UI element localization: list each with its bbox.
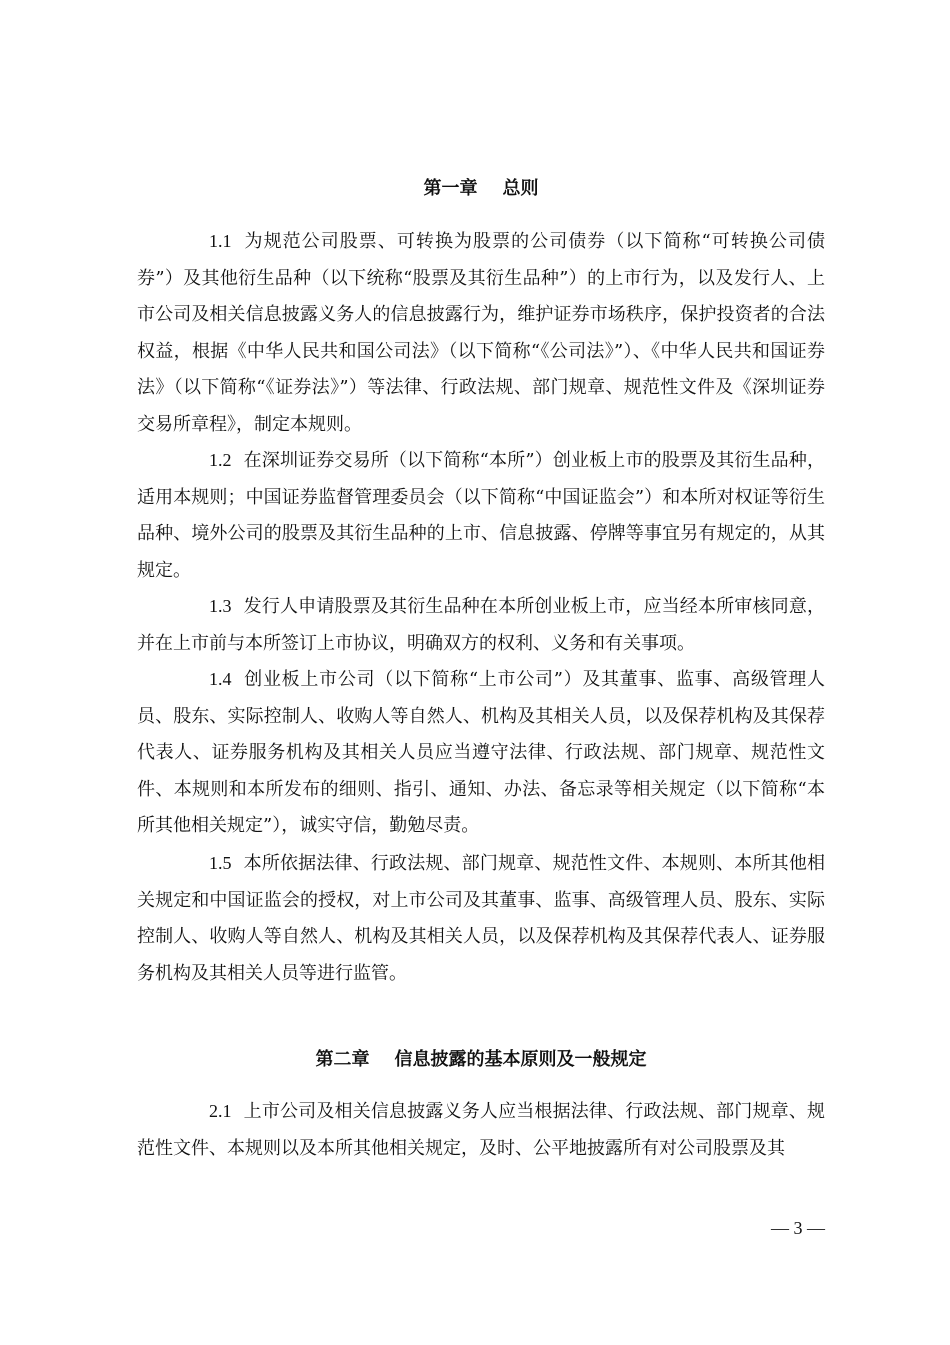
clause-text: 在深圳证券交易所（以下简称“本所”）创业板上市的股票及其衍生品种，适用本规则；中国证券监督管理委员会（以下简称“中国证监会”）和本所对权证等衍生品种、境外公司的股票及其衍生品种的上市、信息披露、停牌等事宜另有规定的，从其规定。 xyxy=(137,450,825,581)
clause-text: 为规范公司股票、可转换为股票的公司债券（以下简称“可转换公司债券”）及其他衍生品种（以下统称“股票及其衍生品种”）的上市行为，以及发行人、上市公司及相关信息披露义务人的信息披露行为，维护证券市场秩序，保护投资者的合法权益，根据《中华人民共和国公司法》（以下简称“《公司法》”）、《中华人民共和国证券法》（以下简称“《证券法》”）等法律、行政法规、部门规章、规范性文件及《深圳证券交易所章程》，制定本规则。 xyxy=(137,231,825,435)
clause-1-3 xyxy=(137,588,825,662)
clause-text: 本所依据法律、行政法规、部门规章、规范性文件、本规则、本所其他相关规定和中国证监会的授权，对上市公司及其董事、监事、高级管理人员、股东、实际控制人、收购人等自然人、机构及其相关人员，以及保荐机构及其保荐代表人、证券服务机构及其相关人员等进行监管。 xyxy=(137,853,825,984)
clause-number: 1.1 xyxy=(209,231,232,251)
clause-text: 上市公司及相关信息披露义务人应当根据法律、行政法规、部门规章、规范性文件、本规则以及本所其他相关规定，及时、公平地披露所有对公司股票及其 xyxy=(137,1101,825,1159)
clause-text: 发行人申请股票及其衍生品种在本所创业板上市，应当经本所审核同意，并在上市前与本所签订上市协议，明确双方的权利、义务和有关事项。 xyxy=(137,596,825,654)
clause-number: 1.4 xyxy=(209,669,232,689)
clause-number: 1.3 xyxy=(209,596,232,616)
clause-1-2 xyxy=(137,442,825,589)
clause-number: 1.5 xyxy=(209,853,232,873)
chapter-2-title: 第二章 信息披露的基本原则及一般规定 xyxy=(315,1049,647,1070)
clause-number: 1.2 xyxy=(209,450,232,470)
clause-1-4 xyxy=(137,661,825,845)
clause-text: 创业板上市公司（以下简称“上市公司”）及其董事、监事、高级管理人员、股东、实际控制人、收购人等自然人、机构及其相关人员，以及保荐机构及其保荐代表人、证券服务机构及其相关人员应当遵守法律、行政法规、部门规章、规范性文件、本规则和本所发布的细则、指引、通知、办法、备忘录等相关规定（以下简称“本所其他相关规定”），诚实守信，勤勉尽责。 xyxy=(137,669,825,837)
clause-number: 2.1 xyxy=(209,1101,232,1121)
page-number: — 3 — xyxy=(771,1218,825,1238)
chapter-1-title: 第一章 总则 xyxy=(423,178,539,199)
clause-1-5 xyxy=(137,845,825,992)
clause-2-1 xyxy=(137,1093,825,1167)
clause-1-1 xyxy=(137,223,825,444)
